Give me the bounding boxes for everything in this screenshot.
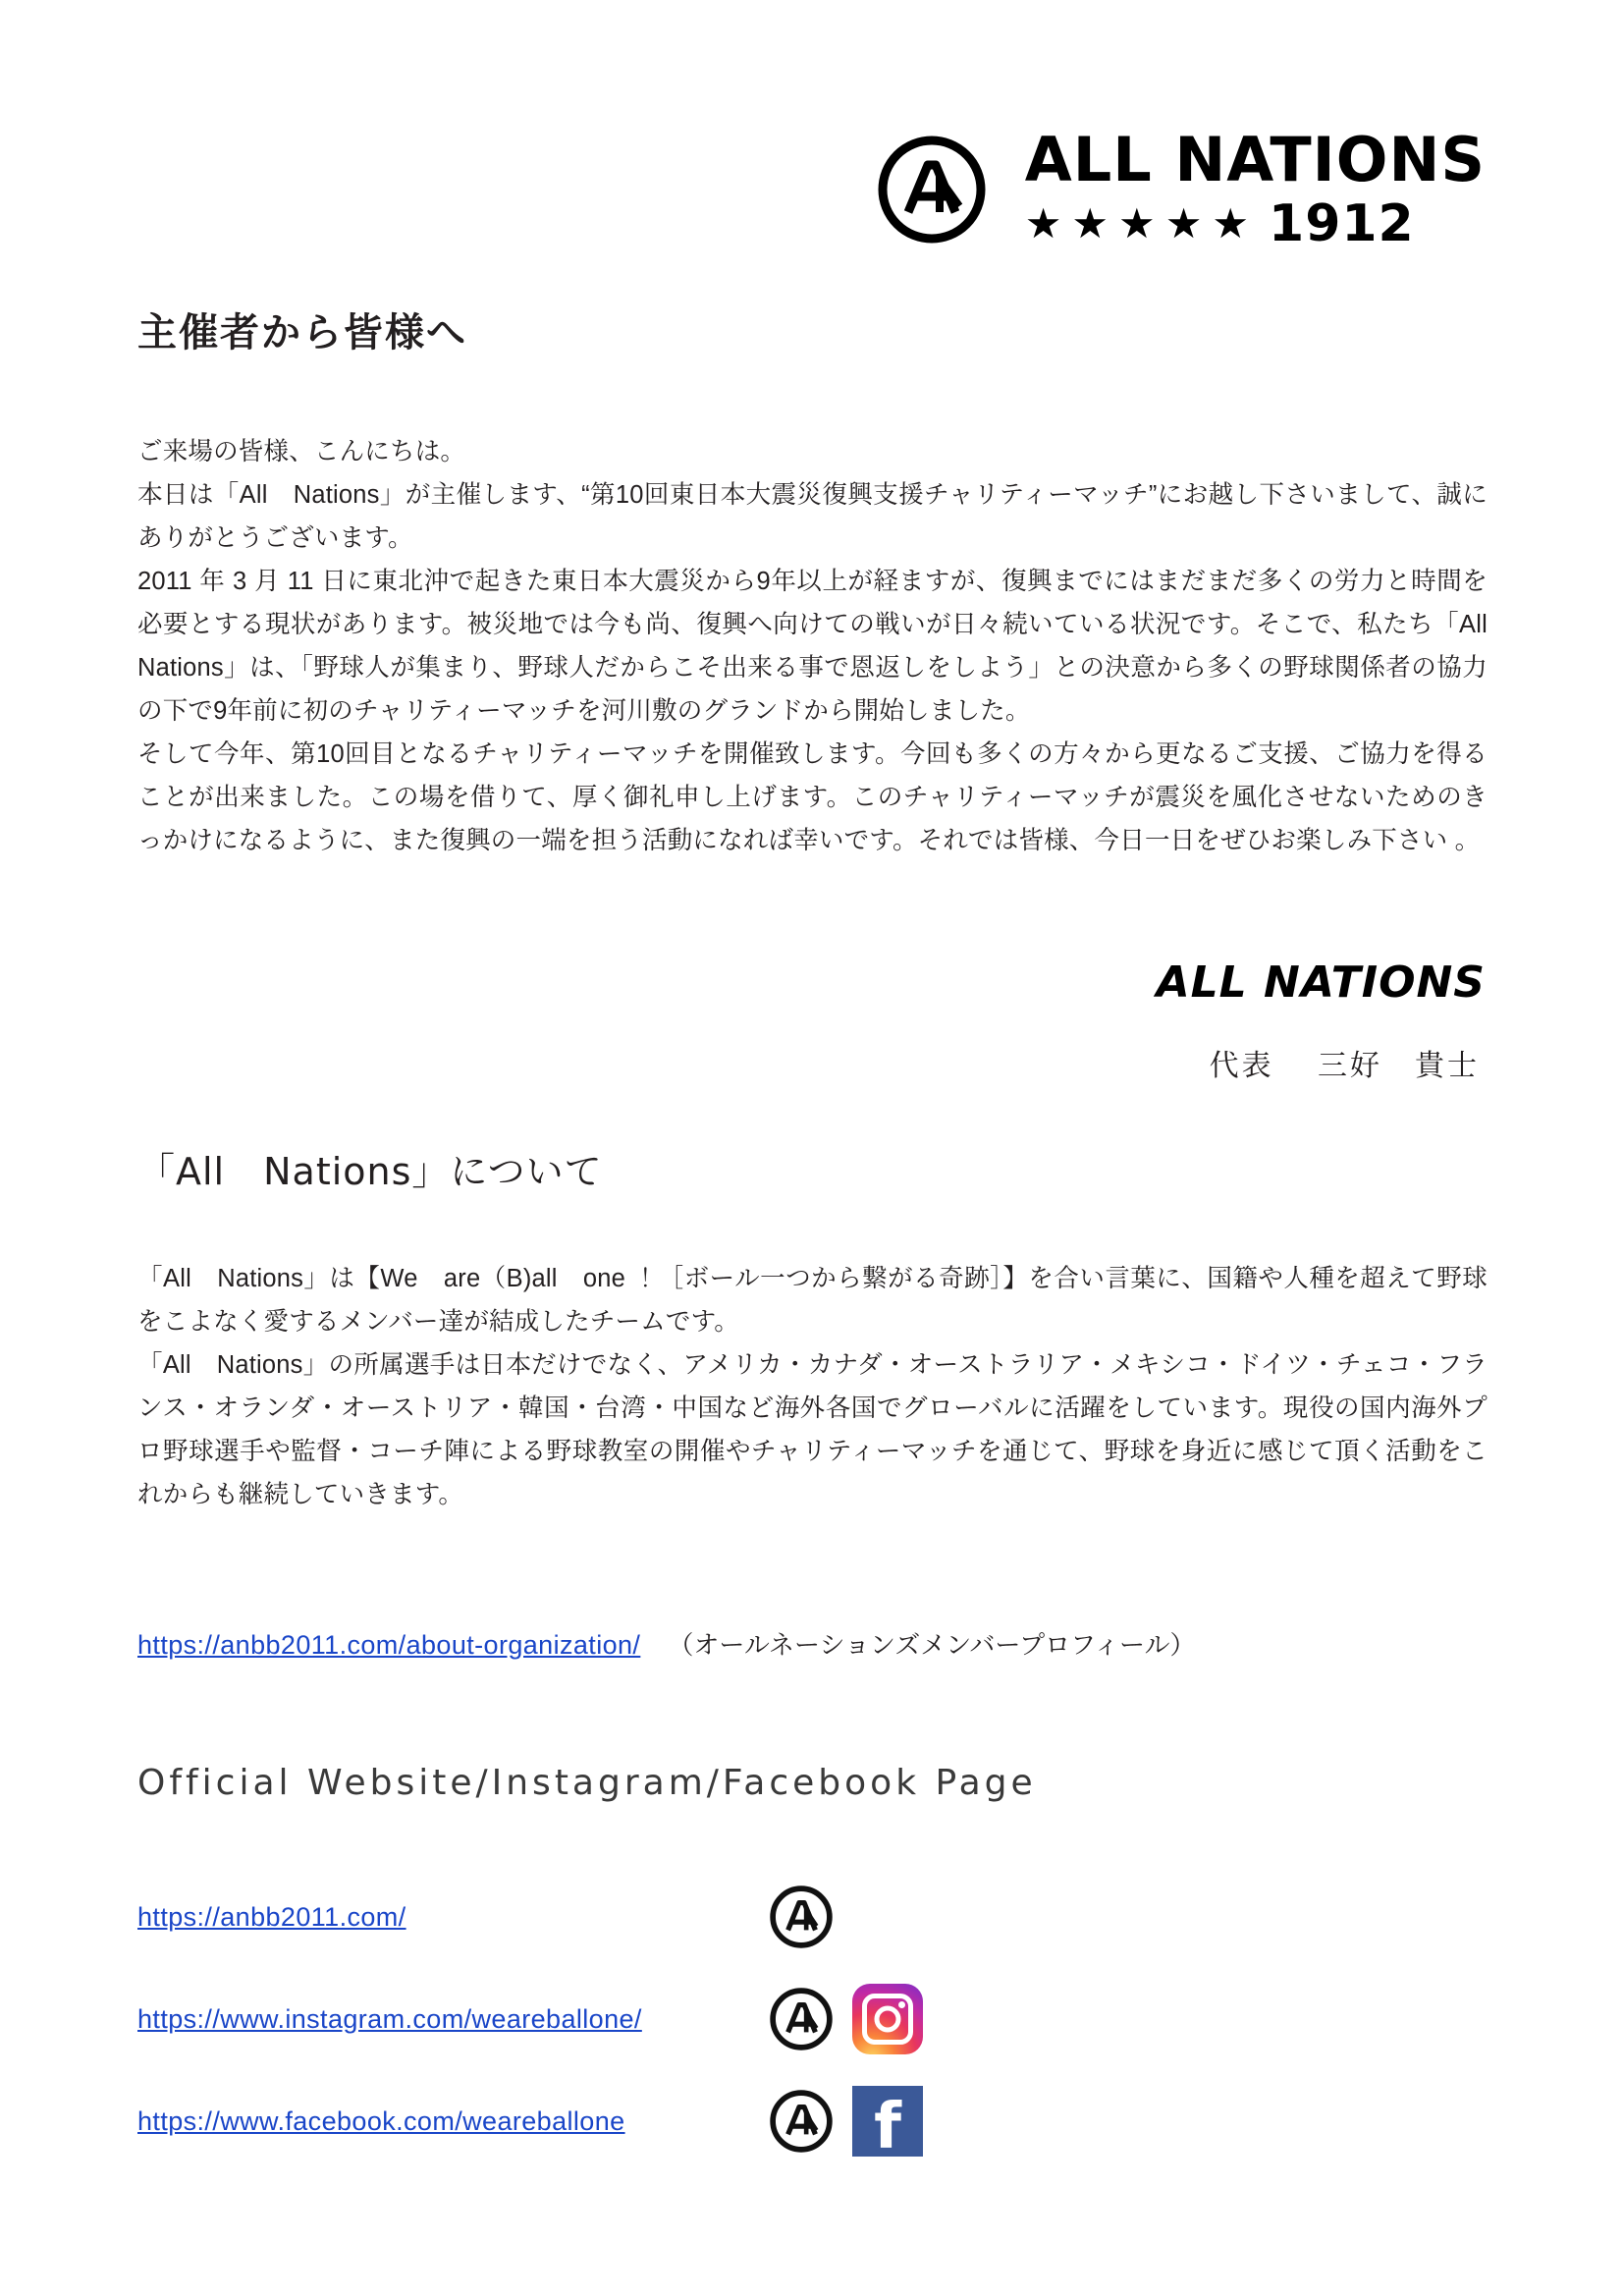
official-links-list <box>137 1866 1119 2172</box>
all-nations-an-monogram-icon <box>766 1984 837 2054</box>
greeting-paragraph: そして今年、第10回目となるチャリティーマッチを開催致します。今回も多くの方々から更なるご支援、ご協力を得ることが出来ました。この場を借りて、厚く御礼申し上げます。このチャリティーマッチが震災を風化させないためのきっかけになるように、また復興の一端を担う活動になれば幸いです。それでは皆様、今日一日をぜひお楽しみ下さい 。 <box>137 740 1488 854</box>
list-item <box>137 2070 1119 2172</box>
website-link[interactable]: https://anbb2011.com/ <box>137 1901 406 1932</box>
about-paragraph: 「All Nations」は【We are（B)all one ！［ボール一つから繋がる奇跡］】を合い言葉に、国籍や人種を超えて野球をこよなく愛するメンバー達が結成したチームです。 <box>137 1265 1488 1336</box>
logo-wordmark <box>1024 124 1486 253</box>
facebook-icon[interactable]: f <box>852 2086 923 2157</box>
official-links-heading: Official Website/Instagram/Facebook Page <box>137 1763 1037 1803</box>
all-nations-an-monogram-icon <box>766 2086 837 2157</box>
instagram-icon[interactable] <box>852 1984 923 2054</box>
an-monogram-icon <box>860 132 1003 247</box>
greeting-heading: 主催者から皆様へ <box>137 310 467 355</box>
member-profile-link[interactable]: https://anbb2011.com/about-organization/ <box>137 1630 641 1660</box>
member-profile-note: （オールネーションズメンバープロフィール） <box>668 1630 1196 1660</box>
logo-title: ALL NATIONS <box>1024 124 1486 195</box>
list-item <box>137 1866 1119 1968</box>
all-nations-an-monogram-icon <box>766 1882 837 1952</box>
facebook-link[interactable]: https://www.facebook.com/weareballone <box>137 2105 625 2136</box>
about-body <box>137 1257 1488 1516</box>
signature-person: 代表 三好 貴士 <box>1209 1050 1480 1082</box>
member-profile-line <box>137 1625 1196 1662</box>
about-heading: 「All Nations」について <box>137 1150 603 1193</box>
about-paragraph: 「All Nations」の所属選手は日本だけでなく、アメリカ・カナダ・オーストラリア・メキシコ・ドイツ・チェコ・フランス・オランダ・オーストリア・韓国・台湾・中国など海外各国でグローバルに活躍をしています。現役の国内海外プロ野球選手や監督・コーチ陣による野球教室の開催やチャリティーマッチを通じて、野球を身近に感じて頂く活動をこれからも継続していきます。 <box>137 1351 1488 1508</box>
instagram-link[interactable]: https://www.instagram.com/weareballone/ <box>137 2003 642 2034</box>
greeting-paragraph: 2011 年 3 月 11 日に東北沖で起きた東日本大震災から9年以上が経ますが、復興までにはまだまだ多くの労力と時間を必要とする現状があります。被災地では今も尚、復興へ向けての戦いが日々続いている状況です。そこで、私たち「All Nations」は、「野球人が集まり、野球人だからこそ出来る事で恩返しをしよう」との決意から多くの野球関係者の協力の下で9年前に初のチャリティーマッチを河川敷のグランドから開始しました。 <box>137 568 1513 725</box>
greeting-body <box>137 430 1513 862</box>
greeting-paragraph: ご来場の皆様、こんにちは。 <box>137 438 466 465</box>
signature-organization: ALL NATIONS <box>1156 957 1486 1008</box>
logo-stars-icon: ★★★★★ <box>1024 200 1260 246</box>
greeting-paragraph: 本日は「All Nations」が主催します、“第10回東日本大震災復興支援チャリティーマッチ”にお越し下さいまして、誠にありがとうございます。 <box>137 481 1488 552</box>
logo-year: 1912 <box>1269 194 1415 253</box>
list-item <box>137 1968 1119 2070</box>
all-nations-logo <box>860 124 1486 253</box>
